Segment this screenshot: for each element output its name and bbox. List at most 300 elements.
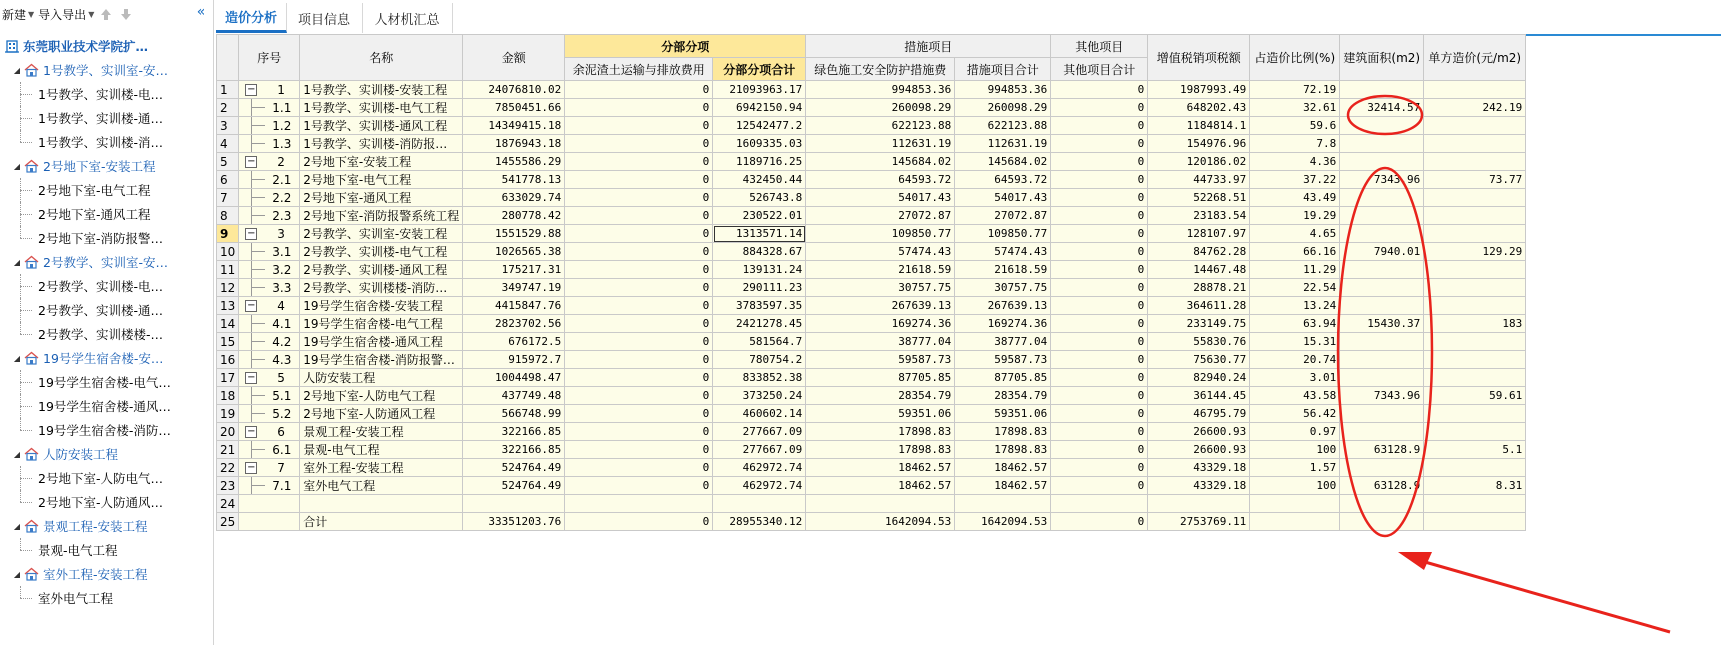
vat-cell[interactable]: 23183.54: [1148, 207, 1250, 225]
vat-cell[interactable]: 28878.21: [1148, 279, 1250, 297]
col-header-seq[interactable]: 序号: [239, 35, 300, 81]
area-cell[interactable]: [1340, 153, 1424, 171]
sub-total-cell[interactable]: 460602.14: [713, 405, 806, 423]
area-cell[interactable]: 7343.96: [1340, 387, 1424, 405]
ratio-cell[interactable]: 22.54: [1250, 279, 1340, 297]
seq-cell[interactable]: [239, 99, 300, 117]
measure-total-cell[interactable]: 30757.75: [955, 279, 1051, 297]
name-cell[interactable]: 2号地下室-通风工程: [300, 189, 463, 207]
collapse-minus-icon[interactable]: −: [247, 300, 256, 311]
name-cell[interactable]: 2号教学、实训楼-电气工程: [300, 243, 463, 261]
name-cell[interactable]: 合计: [300, 513, 463, 531]
area-cell[interactable]: 63128.9: [1340, 477, 1424, 495]
sub-total-cell[interactable]: 373250.24: [713, 387, 806, 405]
waste-transport-cell[interactable]: 0: [565, 81, 713, 99]
vat-cell[interactable]: 43329.18: [1148, 459, 1250, 477]
unit-cost-cell[interactable]: 183: [1424, 315, 1526, 333]
table-row[interactable]: [217, 477, 1526, 495]
area-cell[interactable]: [1340, 297, 1424, 315]
unit-cost-cell[interactable]: 5.1: [1424, 441, 1526, 459]
other-total-cell[interactable]: [1051, 495, 1148, 513]
waste-transport-cell[interactable]: 0: [565, 369, 713, 387]
ratio-cell[interactable]: 20.74: [1250, 351, 1340, 369]
area-cell[interactable]: [1340, 405, 1424, 423]
measure-total-cell[interactable]: 54017.43: [955, 189, 1051, 207]
green-safety-cell[interactable]: 21618.59: [806, 261, 955, 279]
ratio-cell[interactable]: 4.36: [1250, 153, 1340, 171]
sub-total-cell[interactable]: 833852.38: [713, 369, 806, 387]
other-total-cell[interactable]: 0: [1051, 387, 1148, 405]
waste-transport-cell[interactable]: 0: [565, 423, 713, 441]
ratio-cell[interactable]: 63.94: [1250, 315, 1340, 333]
sub-total-cell[interactable]: 277667.09: [713, 441, 806, 459]
waste-transport-cell[interactable]: 0: [565, 477, 713, 495]
ratio-cell[interactable]: 56.42: [1250, 405, 1340, 423]
green-safety-cell[interactable]: 27072.87: [806, 207, 955, 225]
unit-cost-cell[interactable]: [1424, 261, 1526, 279]
area-cell[interactable]: [1340, 423, 1424, 441]
seq-cell[interactable]: [239, 441, 300, 459]
other-total-cell[interactable]: 0: [1051, 459, 1148, 477]
measure-total-cell[interactable]: 28354.79: [955, 387, 1051, 405]
seq-cell[interactable]: [239, 297, 300, 315]
sub-total-cell[interactable]: 526743.8: [713, 189, 806, 207]
sub-total-cell[interactable]: 1313571.14: [713, 225, 806, 243]
ratio-cell[interactable]: 7.8: [1250, 135, 1340, 153]
amount-cell[interactable]: 566748.99: [463, 405, 565, 423]
expand-toggle-icon[interactable]: ◢: [13, 569, 21, 579]
unit-cost-cell[interactable]: [1424, 117, 1526, 135]
col-header-green-safety[interactable]: 绿色施工安全防护措施费: [806, 58, 955, 81]
name-cell[interactable]: 2号地下室-消防报警系统工程: [300, 207, 463, 225]
green-safety-cell[interactable]: 54017.43: [806, 189, 955, 207]
measure-total-cell[interactable]: 38777.04: [955, 333, 1051, 351]
collapse-panel-button[interactable]: [193, 4, 209, 20]
measure-total-cell[interactable]: 112631.19: [955, 135, 1051, 153]
vat-cell[interactable]: 75630.77: [1148, 351, 1250, 369]
tree-leaf-item[interactable]: [0, 178, 214, 202]
green-safety-cell[interactable]: 267639.13: [806, 297, 955, 315]
table-row[interactable]: [217, 99, 1526, 117]
unit-cost-cell[interactable]: 242.19: [1424, 99, 1526, 117]
tree-leaf-item[interactable]: [0, 130, 214, 154]
vat-cell[interactable]: 44733.97: [1148, 171, 1250, 189]
area-cell[interactable]: 7940.01: [1340, 243, 1424, 261]
seq-cell[interactable]: [239, 117, 300, 135]
other-total-cell[interactable]: 0: [1051, 477, 1148, 495]
row-number[interactable]: 18: [217, 387, 239, 405]
name-cell[interactable]: 2号地下室-人防电气工程: [300, 387, 463, 405]
other-total-cell[interactable]: 0: [1051, 135, 1148, 153]
expand-toggle-icon[interactable]: ◢: [13, 65, 21, 75]
unit-cost-cell[interactable]: [1424, 495, 1526, 513]
unit-cost-cell[interactable]: 8.31: [1424, 477, 1526, 495]
row-number[interactable]: 6: [217, 171, 239, 189]
area-cell[interactable]: [1340, 279, 1424, 297]
measure-total-cell[interactable]: 622123.88: [955, 117, 1051, 135]
ratio-cell[interactable]: 100: [1250, 477, 1340, 495]
vat-cell[interactable]: 154976.96: [1148, 135, 1250, 153]
amount-cell[interactable]: 915972.7: [463, 351, 565, 369]
other-total-cell[interactable]: 0: [1051, 225, 1148, 243]
tree-group-item[interactable]: [0, 154, 214, 178]
other-total-cell[interactable]: 0: [1051, 333, 1148, 351]
measure-total-cell[interactable]: 21618.59: [955, 261, 1051, 279]
name-cell[interactable]: 19号学生宿舍楼-电气工程: [300, 315, 463, 333]
sub-total-cell[interactable]: 581564.7: [713, 333, 806, 351]
ratio-cell[interactable]: 11.29: [1250, 261, 1340, 279]
sub-total-cell[interactable]: 432450.44: [713, 171, 806, 189]
waste-transport-cell[interactable]: 0: [565, 261, 713, 279]
table-row[interactable]: [217, 153, 1526, 171]
unit-cost-cell[interactable]: 129.29: [1424, 243, 1526, 261]
tree-leaf-item[interactable]: [0, 490, 214, 514]
vat-cell[interactable]: 43329.18: [1148, 477, 1250, 495]
unit-cost-cell[interactable]: [1424, 459, 1526, 477]
tree-leaf-item[interactable]: [0, 586, 214, 610]
area-cell[interactable]: 15430.37: [1340, 315, 1424, 333]
tree-leaf-item[interactable]: [0, 394, 214, 418]
green-safety-cell[interactable]: 18462.57: [806, 477, 955, 495]
green-safety-cell[interactable]: 994853.36: [806, 81, 955, 99]
tree-leaf-item[interactable]: [0, 418, 214, 442]
other-total-cell[interactable]: 0: [1051, 81, 1148, 99]
group-header-other[interactable]: 其他项目: [1051, 35, 1148, 58]
row-number[interactable]: 14: [217, 315, 239, 333]
green-safety-cell[interactable]: 260098.29: [806, 99, 955, 117]
col-header-vat[interactable]: 增值税销项税额: [1148, 35, 1250, 81]
table-row[interactable]: [217, 351, 1526, 369]
amount-cell[interactable]: 1551529.88: [463, 225, 565, 243]
ratio-cell[interactable]: 72.19: [1250, 81, 1340, 99]
unit-cost-cell[interactable]: [1424, 135, 1526, 153]
seq-cell[interactable]: [239, 135, 300, 153]
tree-group-item[interactable]: [0, 442, 214, 466]
area-cell[interactable]: 7343.96: [1340, 171, 1424, 189]
name-cell[interactable]: 景观工程-安装工程: [300, 423, 463, 441]
row-number[interactable]: 12: [217, 279, 239, 297]
vat-cell[interactable]: 120186.02: [1148, 153, 1250, 171]
name-cell[interactable]: [300, 495, 463, 513]
ratio-cell[interactable]: 15.31: [1250, 333, 1340, 351]
row-number[interactable]: 22: [217, 459, 239, 477]
vat-cell[interactable]: 648202.43: [1148, 99, 1250, 117]
row-number[interactable]: 13: [217, 297, 239, 315]
col-header-other-total[interactable]: 其他项目合计: [1051, 58, 1148, 81]
green-safety-cell[interactable]: 145684.02: [806, 153, 955, 171]
sub-total-cell[interactable]: 230522.01: [713, 207, 806, 225]
ratio-cell[interactable]: 37.22: [1250, 171, 1340, 189]
name-cell[interactable]: 室外工程-安装工程: [300, 459, 463, 477]
amount-cell[interactable]: 24076810.02: [463, 81, 565, 99]
name-cell[interactable]: 1号教学、实训楼-电气工程: [300, 99, 463, 117]
amount-cell[interactable]: 4415847.76: [463, 297, 565, 315]
seq-cell[interactable]: [239, 351, 300, 369]
sub-total-cell[interactable]: 1189716.25: [713, 153, 806, 171]
ratio-cell[interactable]: 66.16: [1250, 243, 1340, 261]
measure-total-cell[interactable]: 1642094.53: [955, 513, 1051, 531]
new-button[interactable]: [2, 6, 34, 23]
waste-transport-cell[interactable]: 0: [565, 279, 713, 297]
unit-cost-cell[interactable]: [1424, 207, 1526, 225]
unit-cost-cell[interactable]: [1424, 513, 1526, 531]
tree-leaf-item[interactable]: [0, 298, 214, 322]
collapse-minus-icon[interactable]: −: [247, 462, 256, 473]
waste-transport-cell[interactable]: 0: [565, 513, 713, 531]
seq-cell[interactable]: [239, 189, 300, 207]
table-row[interactable]: [217, 387, 1526, 405]
green-safety-cell[interactable]: 59587.73: [806, 351, 955, 369]
green-safety-cell[interactable]: 28354.79: [806, 387, 955, 405]
name-cell[interactable]: 2号地下室-人防通风工程: [300, 405, 463, 423]
amount-cell[interactable]: 349747.19: [463, 279, 565, 297]
col-header-unit-cost[interactable]: 单方造价(元/m2): [1424, 35, 1526, 81]
measure-total-cell[interactable]: 87705.85: [955, 369, 1051, 387]
seq-cell[interactable]: [239, 81, 300, 99]
ratio-cell[interactable]: 59.6: [1250, 117, 1340, 135]
name-cell[interactable]: 2号地下室-电气工程: [300, 171, 463, 189]
sub-total-cell[interactable]: 1609335.03: [713, 135, 806, 153]
tree-leaf-item[interactable]: [0, 538, 214, 562]
row-number[interactable]: 24: [217, 495, 239, 513]
other-total-cell[interactable]: 0: [1051, 279, 1148, 297]
green-safety-cell[interactable]: 87705.85: [806, 369, 955, 387]
row-number[interactable]: 9: [217, 225, 239, 243]
vat-cell[interactable]: [1148, 495, 1250, 513]
other-total-cell[interactable]: 0: [1051, 261, 1148, 279]
row-number[interactable]: 1: [217, 81, 239, 99]
amount-cell[interactable]: 1876943.18: [463, 135, 565, 153]
tree-group-item[interactable]: [0, 562, 214, 586]
seq-cell[interactable]: [239, 459, 300, 477]
table-row[interactable]: [217, 243, 1526, 261]
sub-total-cell[interactable]: 277667.09: [713, 423, 806, 441]
ratio-cell[interactable]: 1.57: [1250, 459, 1340, 477]
other-total-cell[interactable]: 0: [1051, 405, 1148, 423]
ratio-cell[interactable]: 43.49: [1250, 189, 1340, 207]
amount-cell[interactable]: 33351203.76: [463, 513, 565, 531]
waste-transport-cell[interactable]: 0: [565, 117, 713, 135]
seq-cell[interactable]: [239, 243, 300, 261]
seq-cell[interactable]: [239, 405, 300, 423]
name-cell[interactable]: 人防安装工程: [300, 369, 463, 387]
measure-total-cell[interactable]: 64593.72: [955, 171, 1051, 189]
area-cell[interactable]: [1340, 135, 1424, 153]
unit-cost-cell[interactable]: [1424, 333, 1526, 351]
table-row[interactable]: [217, 441, 1526, 459]
green-safety-cell[interactable]: 17898.83: [806, 423, 955, 441]
name-cell[interactable]: 室外电气工程: [300, 477, 463, 495]
green-safety-cell[interactable]: 1642094.53: [806, 513, 955, 531]
measure-total-cell[interactable]: 57474.43: [955, 243, 1051, 261]
waste-transport-cell[interactable]: 0: [565, 387, 713, 405]
seq-cell[interactable]: [239, 495, 300, 513]
green-safety-cell[interactable]: 57474.43: [806, 243, 955, 261]
seq-cell[interactable]: [239, 423, 300, 441]
green-safety-cell[interactable]: 622123.88: [806, 117, 955, 135]
vat-cell[interactable]: 82940.24: [1148, 369, 1250, 387]
unit-cost-cell[interactable]: [1424, 279, 1526, 297]
tree-group-item[interactable]: [0, 514, 214, 538]
area-cell[interactable]: [1340, 333, 1424, 351]
waste-transport-cell[interactable]: 0: [565, 459, 713, 477]
table-row[interactable]: [217, 369, 1526, 387]
amount-cell[interactable]: 437749.48: [463, 387, 565, 405]
measure-total-cell[interactable]: 109850.77: [955, 225, 1051, 243]
table-row[interactable]: [217, 279, 1526, 297]
row-number[interactable]: 25: [217, 513, 239, 531]
table-row[interactable]: [217, 261, 1526, 279]
expand-toggle-icon[interactable]: ◢: [13, 161, 21, 171]
table-row[interactable]: [217, 423, 1526, 441]
move-down-button[interactable]: [118, 6, 134, 22]
unit-cost-cell[interactable]: [1424, 351, 1526, 369]
unit-cost-cell[interactable]: 73.77: [1424, 171, 1526, 189]
table-row[interactable]: [217, 495, 1526, 513]
table-row[interactable]: [217, 333, 1526, 351]
tree-group-item[interactable]: [0, 58, 214, 82]
row-number[interactable]: 21: [217, 441, 239, 459]
tree-leaf-item[interactable]: [0, 322, 214, 346]
vat-cell[interactable]: 52268.51: [1148, 189, 1250, 207]
row-number[interactable]: 4: [217, 135, 239, 153]
tree-group-item[interactable]: [0, 250, 214, 274]
import-export-button[interactable]: [38, 6, 94, 23]
amount-cell[interactable]: 7850451.66: [463, 99, 565, 117]
expand-toggle-icon[interactable]: ◢: [13, 353, 21, 363]
tree-leaf-item[interactable]: [0, 274, 214, 298]
measure-total-cell[interactable]: 260098.29: [955, 99, 1051, 117]
table-row[interactable]: [217, 297, 1526, 315]
row-number[interactable]: 2: [217, 99, 239, 117]
row-number[interactable]: 10: [217, 243, 239, 261]
unit-cost-cell[interactable]: [1424, 297, 1526, 315]
row-number[interactable]: 17: [217, 369, 239, 387]
green-safety-cell[interactable]: 17898.83: [806, 441, 955, 459]
measure-total-cell[interactable]: 17898.83: [955, 423, 1051, 441]
ratio-cell[interactable]: [1250, 513, 1340, 531]
waste-transport-cell[interactable]: 0: [565, 405, 713, 423]
amount-cell[interactable]: 1455586.29: [463, 153, 565, 171]
table-row[interactable]: [217, 315, 1526, 333]
green-safety-cell[interactable]: 18462.57: [806, 459, 955, 477]
row-number[interactable]: 16: [217, 351, 239, 369]
collapse-minus-icon[interactable]: −: [247, 156, 256, 167]
tree-group-item[interactable]: [0, 346, 214, 370]
waste-transport-cell[interactable]: 0: [565, 135, 713, 153]
unit-cost-cell[interactable]: [1424, 405, 1526, 423]
other-total-cell[interactable]: 0: [1051, 315, 1148, 333]
measure-total-cell[interactable]: 267639.13: [955, 297, 1051, 315]
row-number[interactable]: 8: [217, 207, 239, 225]
col-header-amount[interactable]: 金额: [463, 35, 565, 81]
green-safety-cell[interactable]: 112631.19: [806, 135, 955, 153]
ratio-cell[interactable]: 3.01: [1250, 369, 1340, 387]
other-total-cell[interactable]: 0: [1051, 369, 1148, 387]
seq-cell[interactable]: [239, 279, 300, 297]
collapse-minus-icon[interactable]: −: [247, 372, 256, 383]
green-safety-cell[interactable]: 109850.77: [806, 225, 955, 243]
unit-cost-cell[interactable]: [1424, 423, 1526, 441]
other-total-cell[interactable]: 0: [1051, 351, 1148, 369]
tree-leaf-item[interactable]: [0, 82, 214, 106]
other-total-cell[interactable]: 0: [1051, 441, 1148, 459]
waste-transport-cell[interactable]: 0: [565, 153, 713, 171]
row-number[interactable]: 20: [217, 423, 239, 441]
amount-cell[interactable]: 322166.85: [463, 423, 565, 441]
other-total-cell[interactable]: 0: [1051, 243, 1148, 261]
seq-cell[interactable]: [239, 225, 300, 243]
other-total-cell[interactable]: 0: [1051, 99, 1148, 117]
seq-cell[interactable]: [239, 207, 300, 225]
table-row[interactable]: [217, 513, 1526, 531]
seq-cell[interactable]: [239, 513, 300, 531]
green-safety-cell[interactable]: [806, 495, 955, 513]
table-row[interactable]: [217, 171, 1526, 189]
unit-cost-cell[interactable]: [1424, 369, 1526, 387]
name-cell[interactable]: 1号教学、实训楼-安装工程: [300, 81, 463, 99]
ratio-cell[interactable]: 13.24: [1250, 297, 1340, 315]
green-safety-cell[interactable]: 169274.36: [806, 315, 955, 333]
green-safety-cell[interactable]: 30757.75: [806, 279, 955, 297]
col-header-ratio[interactable]: 占造价比例(%): [1250, 35, 1340, 81]
other-total-cell[interactable]: 0: [1051, 423, 1148, 441]
ratio-cell[interactable]: 100: [1250, 441, 1340, 459]
expand-toggle-icon[interactable]: ◢: [13, 257, 21, 267]
collapse-minus-icon[interactable]: −: [247, 84, 256, 95]
measure-total-cell[interactable]: 59587.73: [955, 351, 1051, 369]
table-row[interactable]: [217, 189, 1526, 207]
other-total-cell[interactable]: 0: [1051, 171, 1148, 189]
vat-cell[interactable]: 26600.93: [1148, 423, 1250, 441]
table-row[interactable]: [217, 459, 1526, 477]
sub-total-cell[interactable]: 884328.67: [713, 243, 806, 261]
area-cell[interactable]: [1340, 513, 1424, 531]
waste-transport-cell[interactable]: 0: [565, 171, 713, 189]
measure-total-cell[interactable]: 145684.02: [955, 153, 1051, 171]
name-cell[interactable]: 景观-电气工程: [300, 441, 463, 459]
group-header-sub-items[interactable]: 分部分项: [565, 35, 806, 58]
tab-project-info[interactable]: [286, 3, 363, 33]
area-cell[interactable]: [1340, 351, 1424, 369]
amount-cell[interactable]: 280778.42: [463, 207, 565, 225]
ratio-cell[interactable]: 32.61: [1250, 99, 1340, 117]
table-row[interactable]: [217, 135, 1526, 153]
row-number[interactable]: 23: [217, 477, 239, 495]
seq-cell[interactable]: [239, 369, 300, 387]
row-number[interactable]: 5: [217, 153, 239, 171]
expand-toggle-icon[interactable]: ◢: [13, 521, 21, 531]
name-cell[interactable]: 2号教学、实训室-安装工程: [300, 225, 463, 243]
measure-total-cell[interactable]: 169274.36: [955, 315, 1051, 333]
vat-cell[interactable]: 36144.45: [1148, 387, 1250, 405]
col-header-area[interactable]: 建筑面积(m2): [1340, 35, 1424, 81]
measure-total-cell[interactable]: 18462.57: [955, 459, 1051, 477]
waste-transport-cell[interactable]: 0: [565, 225, 713, 243]
move-up-button[interactable]: [98, 6, 114, 22]
other-total-cell[interactable]: 0: [1051, 153, 1148, 171]
amount-cell[interactable]: 2823702.56: [463, 315, 565, 333]
amount-cell[interactable]: [463, 495, 565, 513]
seq-cell[interactable]: [239, 153, 300, 171]
table-row[interactable]: [217, 405, 1526, 423]
green-safety-cell[interactable]: 38777.04: [806, 333, 955, 351]
ratio-cell[interactable]: 43.58: [1250, 387, 1340, 405]
sub-total-cell[interactable]: 6942150.94: [713, 99, 806, 117]
area-cell[interactable]: [1340, 495, 1424, 513]
table-row[interactable]: [217, 81, 1526, 99]
ratio-cell[interactable]: 19.29: [1250, 207, 1340, 225]
